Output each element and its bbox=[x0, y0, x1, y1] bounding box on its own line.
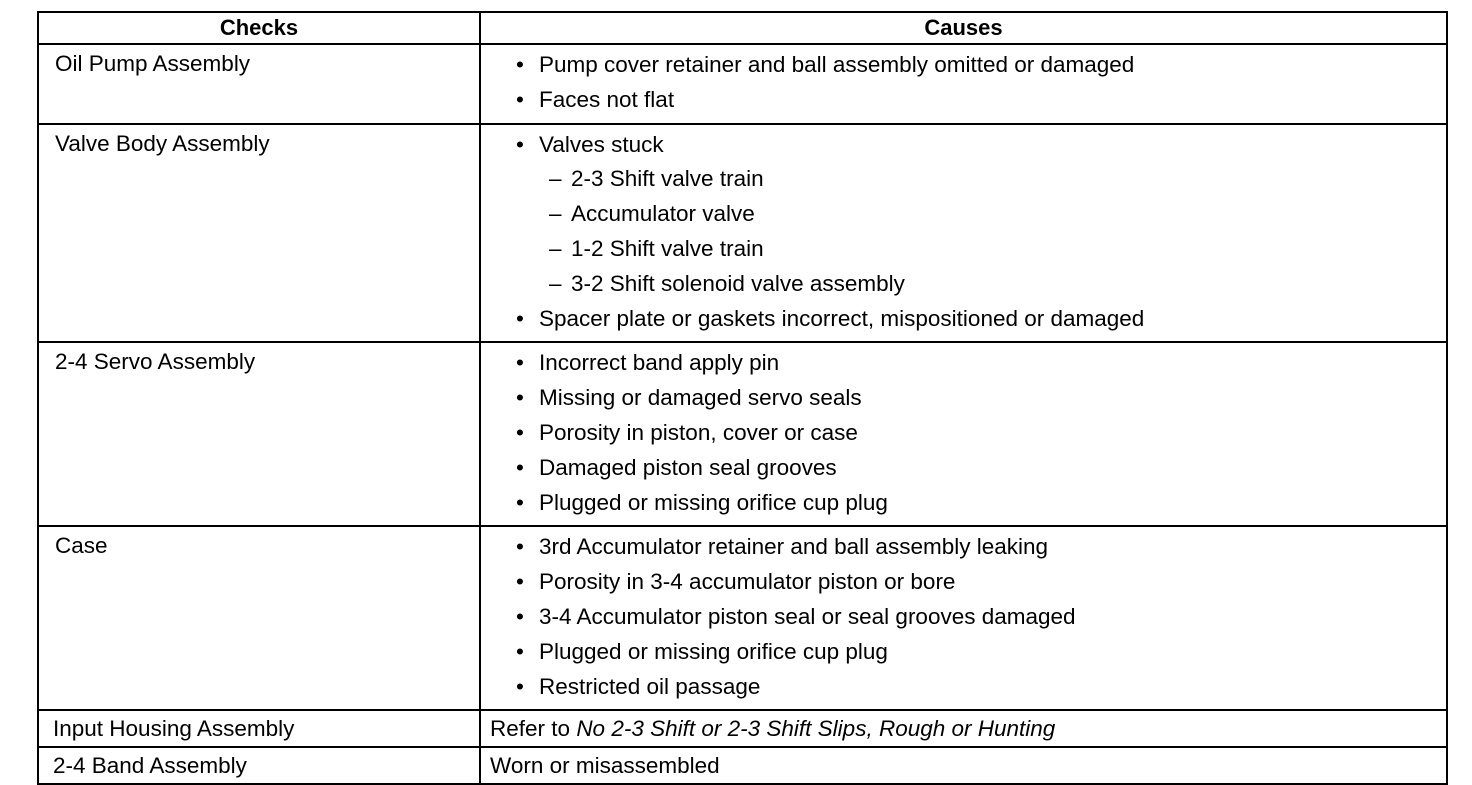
cause-item: • 3rd Accumulator retainer and ball assembly leaking bbox=[513, 532, 1446, 567]
cause-list bbox=[513, 130, 1446, 339]
cause-subitem: – 3-2 Shift solenoid valve assembly bbox=[513, 269, 1446, 304]
cause-item: • Incorrect band apply pin bbox=[513, 348, 1446, 383]
table-row bbox=[38, 124, 1447, 343]
cause-subitem: – Accumulator valve bbox=[513, 199, 1446, 234]
cause-item: • Damaged piston seal grooves bbox=[513, 453, 1446, 488]
check-cell: Oil Pump Assembly bbox=[38, 44, 480, 124]
diagnosis-sheet bbox=[37, 11, 1446, 785]
cause-item: • Porosity in 3-4 accumulator piston or bore bbox=[513, 567, 1446, 602]
header-row bbox=[38, 12, 1447, 44]
check-cell: Valve Body Assembly bbox=[38, 124, 480, 343]
check-cell: Input Housing Assembly bbox=[38, 710, 480, 747]
cause-list bbox=[513, 348, 1446, 522]
causes-cell bbox=[480, 710, 1447, 747]
table-row bbox=[38, 526, 1447, 710]
cause-subitem: – 2-3 Shift valve train bbox=[513, 164, 1446, 199]
cause-item: • Faces not flat bbox=[513, 85, 1446, 120]
cause-item: • Porosity in piston, cover or case bbox=[513, 418, 1446, 453]
causes-cell bbox=[480, 526, 1447, 710]
table-row bbox=[38, 710, 1447, 747]
cause-item: • Valves stuck bbox=[513, 130, 1446, 165]
checks-header: Checks bbox=[38, 12, 480, 44]
cause-item: • Plugged or missing orifice cup plug bbox=[513, 488, 1446, 523]
cause-item: • Plugged or missing orifice cup plug bbox=[513, 637, 1446, 672]
cause-list bbox=[513, 532, 1446, 706]
cause-item: • 3-4 Accumulator piston seal or seal grooves damaged bbox=[513, 602, 1446, 637]
check-cell: Case bbox=[38, 526, 480, 710]
refer-prefix: Refer to bbox=[490, 715, 571, 741]
cause-item: • Spacer plate or gaskets incorrect, mispositioned or damaged bbox=[513, 304, 1446, 339]
check-cell: 2-4 Band Assembly bbox=[38, 747, 480, 784]
refer-title: No 2-3 Shift or 2-3 Shift Slips, Rough or Hunting bbox=[576, 715, 1056, 741]
cause-item: • Restricted oil passage bbox=[513, 672, 1446, 707]
causes-cell bbox=[480, 44, 1447, 124]
cause-item: • Missing or damaged servo seals bbox=[513, 383, 1446, 418]
causes-header: Causes bbox=[480, 12, 1447, 44]
table-row bbox=[38, 342, 1447, 526]
check-cell: 2-4 Servo Assembly bbox=[38, 342, 480, 526]
causes-cell bbox=[480, 124, 1447, 343]
table-row bbox=[38, 44, 1447, 124]
table-row bbox=[38, 747, 1447, 784]
causes-cell bbox=[480, 342, 1447, 526]
cause-list bbox=[513, 50, 1446, 120]
causes-cell: Worn or misassembled bbox=[480, 747, 1447, 784]
diagnosis-table bbox=[37, 11, 1448, 785]
cause-item: • Pump cover retainer and ball assembly omitted or damaged bbox=[513, 50, 1446, 85]
cause-subitem: – 1-2 Shift valve train bbox=[513, 234, 1446, 269]
